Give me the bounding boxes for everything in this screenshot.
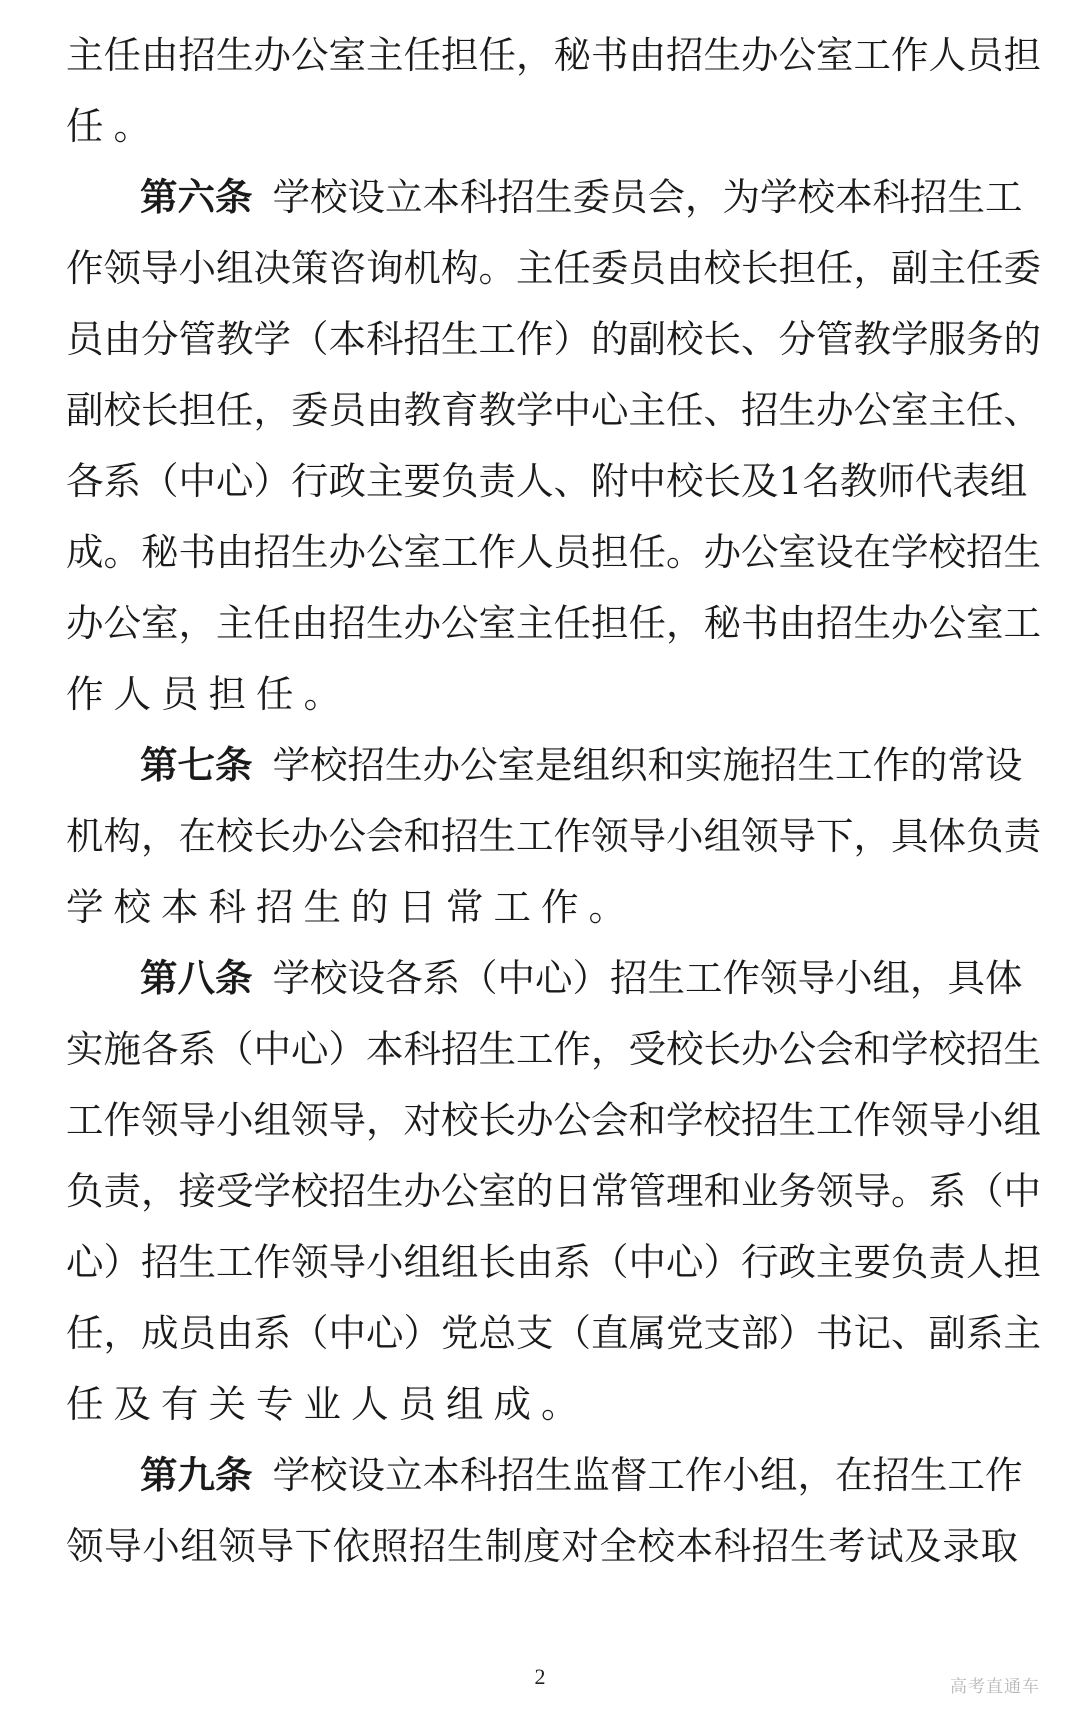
text-line: 学校本科招生的日常工作。: [66, 885, 636, 929]
text-line: 心）招生工作领导小组组长由系（中心）行政主要负责人担: [66, 1240, 1041, 1284]
text-line: 任及有关专业人员组成。: [66, 1382, 589, 1426]
article-8-heading: 第八条: [140, 956, 253, 1000]
article-7-heading: 第七条: [140, 743, 253, 787]
text-line: 学校招生办公室是组织和实施招生工作的常设: [272, 743, 1023, 787]
article-9-heading: 第九条: [140, 1453, 253, 1497]
text-line: 副校长担任，委员由教育教学中心主任、招生办公室主任、: [66, 388, 1041, 432]
text-line: 员由分管教学（本科招生工作）的副校长、分管教学服务的: [66, 317, 1041, 361]
article-6-heading: 第六条: [140, 175, 253, 219]
text-line: 工作领导小组领导，对校长办公会和学校招生工作领导小组: [66, 1098, 1041, 1142]
article-7-first-line: [140, 735, 1023, 795]
text-line: 任，成员由系（中心）党总支（直属党支部）书记、副系主: [66, 1311, 1041, 1355]
text-line: 办公室，主任由招生办公室主任担任，秘书由招生办公室工: [66, 601, 1041, 645]
text-line: 作领导小组决策咨询机构。主任委员由校长担任，副主任委: [66, 246, 1041, 290]
text-line: 任。: [66, 104, 161, 148]
text-line: 各系（中心）行政主要负责人、附中校长及1名教师代表组: [66, 459, 1028, 503]
article-6-first-line: [140, 167, 1023, 227]
text-line: 主任由招生办公室主任担任，秘书由招生办公室工作人员担: [66, 33, 1041, 77]
text-line: 实施各系（中心）本科招生工作，受校长办公会和学校招生: [66, 1027, 1041, 1071]
text-line: 学校设立本科招生委员会，为学校本科招生工: [272, 175, 1023, 219]
text-line: 成。秘书由招生办公室工作人员担任。办公室设在学校招生: [66, 530, 1041, 574]
text-line: 学校设立本科招生监督工作小组，在招生工作: [272, 1453, 1023, 1497]
text-line: 学校设各系（中心）招生工作领导小组，具体: [272, 956, 1023, 1000]
page-number: 2: [534, 1664, 546, 1689]
article-9-first-line: [140, 1445, 1023, 1505]
article-8-first-line: [140, 948, 1023, 1008]
text-line: 机构，在校长办公会和招生工作领导小组领导下，具体负责: [66, 814, 1041, 858]
text-line: 负责，接受学校招生办公室的日常管理和业务领导。系（中: [66, 1169, 1041, 1213]
text-line: 领导小组领导下依照招生制度对全校本科招生考试及录取: [66, 1524, 1018, 1568]
watermark-text: 高考直通车: [950, 1677, 1040, 1697]
text-line: 作人员担任。: [66, 672, 351, 716]
